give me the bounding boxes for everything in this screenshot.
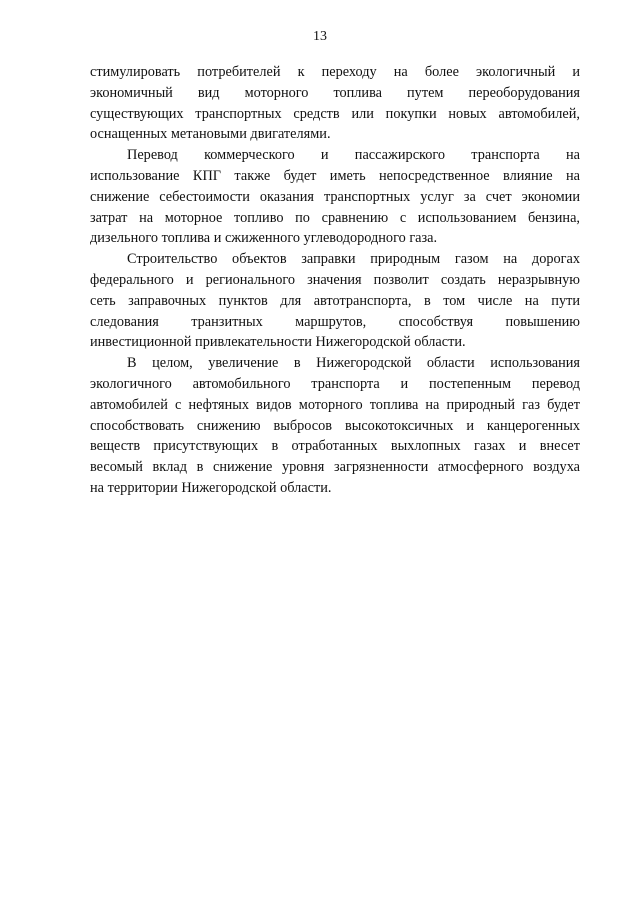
- text-line: автомобилей с нефтяных видов моторного топлива на природный газ будет: [90, 396, 580, 413]
- text-line: на территории Нижегородской области.: [90, 479, 332, 496]
- text-line: весомый вклад в снижение уровня загрязненности атмосферного воздуха: [90, 459, 580, 476]
- text-line: Перевод коммерческого и пассажирского транспорта на: [127, 147, 580, 164]
- text-line: стимулировать потребителей к переходу на более экологичный и: [90, 64, 580, 80]
- text-line: федерального и регионального значения позволит создать неразрывную: [90, 271, 580, 288]
- text-line: дизельного топлива и сжиженного углеводородного газа.: [90, 230, 438, 247]
- text-line: оснащенных метановыми двигателями.: [90, 126, 331, 143]
- text-line: инвестиционной привлекательности Нижегородской области.: [90, 334, 466, 351]
- paragraph-4: [90, 353, 580, 499]
- text-line: затрат на моторное топливо по сравнению с использованием бензина,: [90, 209, 580, 226]
- text-line: существующих транспортных средств или покупки новых автомобилей,: [90, 105, 580, 122]
- body-text: [90, 62, 580, 499]
- text-line: способствовать снижению выбросов высокотоксичных и канцерогенных: [90, 417, 580, 434]
- text-line: следования транзитных маршрутов, способствуя повышению: [90, 313, 580, 330]
- paragraph-1: [90, 62, 580, 145]
- text-line: В целом, увеличение в Нижегородской области использования: [127, 355, 580, 372]
- page-number: 13: [313, 29, 327, 44]
- text-line: Строительство объектов заправки природным газом на дорогах: [127, 251, 580, 268]
- paragraph-2: [90, 145, 580, 249]
- text-line: экологичного автомобильного транспорта и постепенным перевод: [90, 375, 580, 392]
- text-line: снижение себестоимости оказания транспортных услуг за счет экономии: [90, 188, 580, 205]
- paragraph-3: [90, 249, 580, 353]
- text-line: использование КПГ также будет иметь непосредственное влияние на: [90, 167, 580, 184]
- text-line: экономичный вид моторного топлива путем переоборудования: [90, 84, 580, 101]
- text-line: сеть заправочных пунктов для автотранспорта, в том числе на пути: [90, 292, 580, 309]
- text-line: веществ присутствующих в отработанных выхлопных газах и внесет: [90, 438, 580, 455]
